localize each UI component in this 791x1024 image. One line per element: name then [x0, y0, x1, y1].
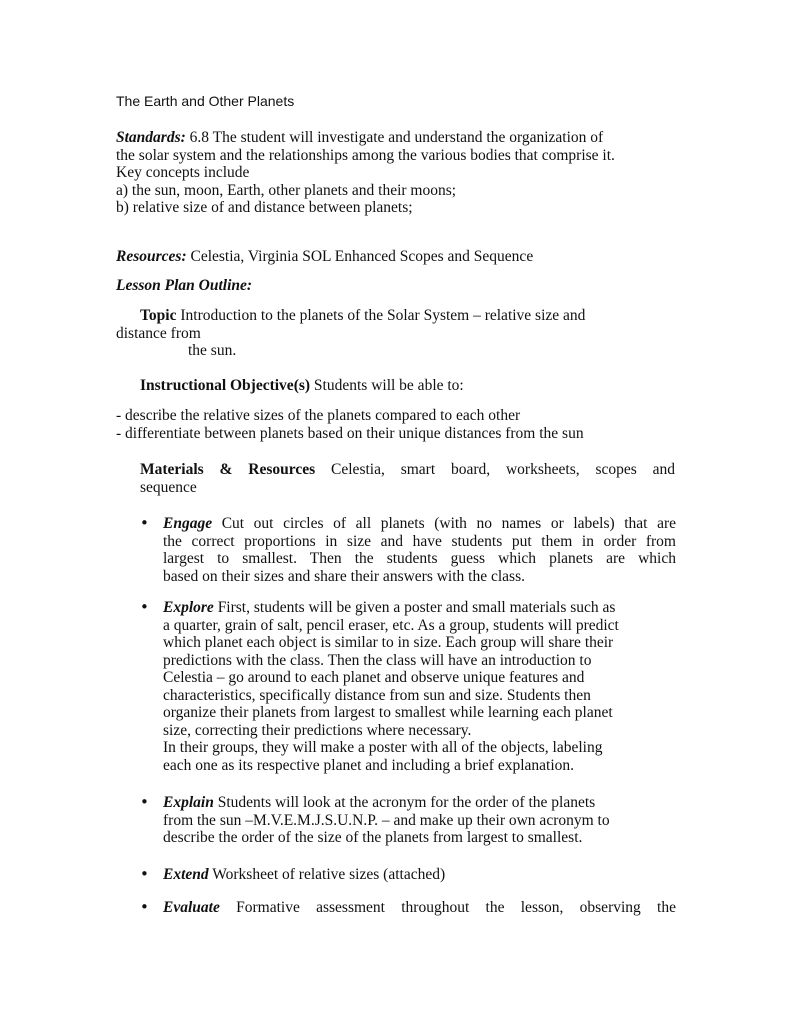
standards-line-4: a) the sun, moon, Earth, other planets and their moons; [116, 181, 457, 199]
engage-body [163, 515, 676, 585]
explore-item [140, 599, 676, 777]
evaluate-item [140, 899, 676, 917]
engage-text-2: the correct proportions in size and have students put them in order from [163, 532, 676, 550]
resources-label: Resources: [116, 248, 187, 265]
evaluate-body [163, 899, 676, 917]
bullet-icon: • [140, 865, 149, 883]
engage-label: Engage [163, 515, 213, 532]
explore-body [163, 599, 676, 774]
evaluate-text: Formative assessment throughout the lesson, observing the [219, 899, 676, 916]
topic-label: Topic [140, 307, 177, 324]
engage-item [140, 515, 676, 587]
objective-text: Students will be able to: [310, 377, 464, 394]
engage-text-3: largest to smallest. Then the students guess which planets are which [163, 550, 676, 567]
extend-label: Extend [163, 866, 209, 883]
outline-label: Lesson Plan Outline: [116, 277, 253, 294]
resources-text: Celestia, Virginia SOL Enhanced Scopes and Sequence [186, 248, 534, 265]
objective-list [116, 407, 682, 442]
topic-text-3: the sun. [188, 342, 237, 359]
objective-item-1: - describe the relative sizes of the planets compared to each other [116, 407, 521, 424]
engage-text-4: based on their sizes and share their answers with the class. [163, 567, 525, 585]
explore-text-2: a quarter, grain of salt, pencil eraser, etc. As a group, students will predict [163, 616, 619, 634]
explain-text-3: describe the order of the size of the planets from largest to smallest. [163, 829, 583, 846]
materials-label: Materials & Resources [140, 461, 316, 478]
extend-text: Worksheet of relative sizes (attached) [208, 866, 446, 883]
standards-line-1 [116, 129, 676, 147]
explore-text-10: each one as its respective planet and including a brief explanation. [163, 756, 575, 774]
materials-text-1: Celestia, smart board, worksheets, scopes and [315, 461, 676, 478]
bullet-icon: • [140, 598, 149, 616]
bullet-icon: • [140, 793, 149, 811]
explore-text-6: characteristics, specifically distance from sun and size. Students then [163, 686, 591, 704]
explore-text-8: size, correcting their predictions where necessary. [163, 721, 472, 739]
objective-label: Instructional Objective(s) [140, 377, 311, 394]
explore-text-3: which planet each object is similar to in size. Each group will share their [163, 634, 614, 651]
bullet-icon: • [140, 898, 149, 916]
explain-label: Explain [163, 794, 214, 811]
standards-line-3: Key concepts include [116, 164, 250, 181]
standards-label: Standards: [116, 129, 186, 146]
extend-item [140, 866, 676, 884]
explore-text-1: First, students will be given a poster and small materials such as [213, 599, 616, 616]
materials-section [140, 461, 675, 496]
explore-text-5: Celestia – go around to each planet and observe unique features and [163, 669, 585, 686]
explore-text-7: organize their planets from largest to smallest while learning each planet [163, 704, 613, 721]
extend-body [163, 866, 676, 884]
bullet-icon: • [140, 514, 149, 532]
materials-text-2: sequence [140, 478, 197, 496]
resources-section [116, 248, 682, 266]
objective-heading [116, 377, 682, 395]
explore-text-4: predictions with the class. Then the class will have an introduction to [163, 651, 592, 669]
explore-text-9: In their groups, they will make a poster with all of the objects, labeling [163, 739, 603, 756]
explore-label: Explore [163, 599, 214, 616]
topic-section [116, 307, 682, 360]
outline-heading [116, 277, 682, 295]
standards-line-5: b) relative size of and distance between planets; [116, 199, 413, 216]
topic-text-2: distance from [116, 324, 201, 342]
objective-item-2: - differentiate between planets based on their unique distances from the sun [116, 424, 584, 442]
document-title: The Earth and Other Planets [116, 93, 295, 109]
explain-text-2: from the sun –M.V.E.M.J.S.U.N.P. – and make up their own acronym to [163, 811, 610, 829]
standards-section [116, 129, 676, 217]
standards-line-2: the solar system and the relationships among the various bodies that comprise it. [116, 146, 615, 164]
engage-text-1: Cut out circles of all planets (with no names or labels) that are [212, 515, 676, 532]
evaluate-label: Evaluate [163, 899, 220, 916]
explain-body [163, 794, 676, 847]
explain-text-1: Students will look at the acronym for the order of the planets [213, 794, 596, 811]
explain-item [140, 794, 676, 848]
standards-text-1: 6.8 The student will investigate and understand the organization of [185, 129, 604, 146]
topic-text-1: Introduction to the planets of the Solar System – relative size and [176, 307, 586, 324]
